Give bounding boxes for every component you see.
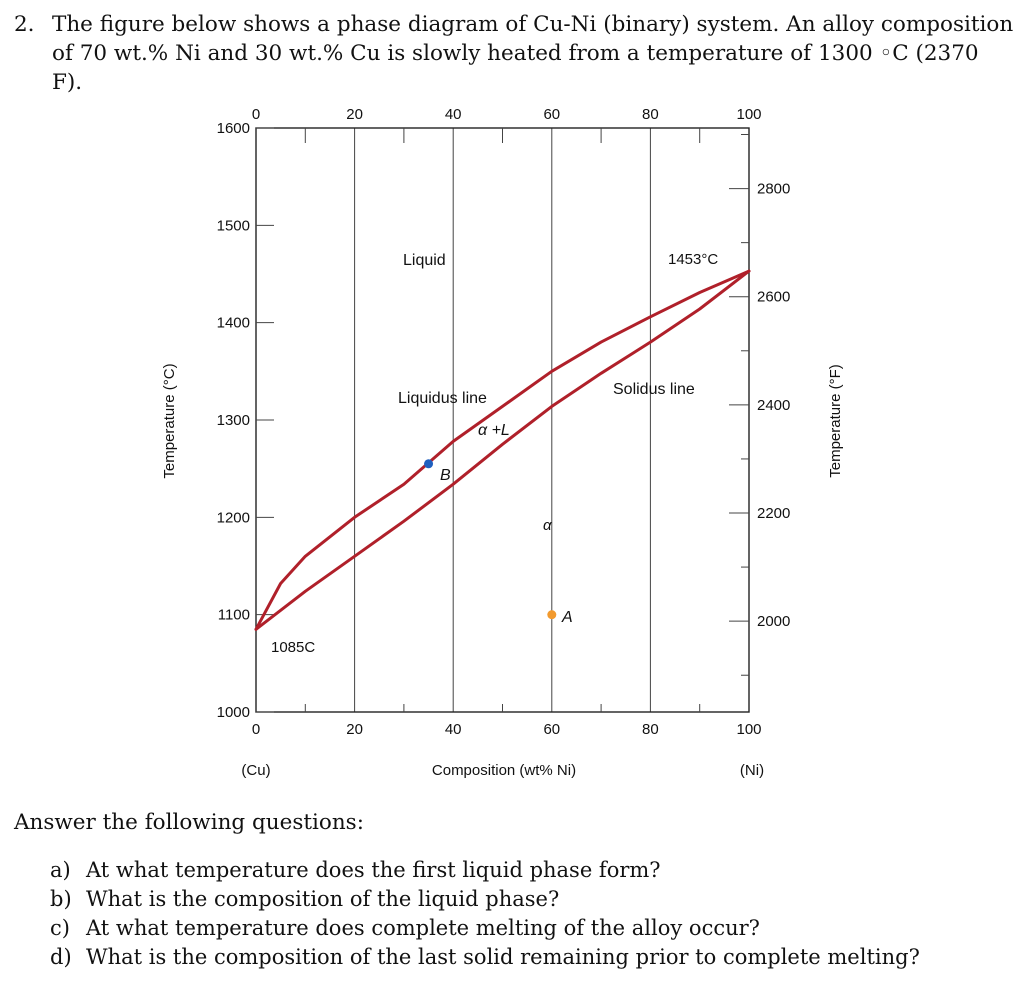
grid [355,128,651,712]
x-tick-label-bottom: 100 [736,721,762,738]
question-letter: c) [50,916,70,940]
question-text: At what temperature does complete melting of the alloy occur? [86,916,760,940]
point-b [424,459,433,468]
x-tick-label-bottom: 0 [251,721,261,738]
x-tick-label-bottom: 40 [444,721,462,738]
label-melting-cu: 1085C [271,639,316,656]
x-axis-label: Composition (wt% Ni) [431,762,577,779]
question-c [50,914,920,943]
y-tick-label: 1300 [216,412,250,429]
x-tick-label-top: 0 [251,106,261,123]
question-text: At what temperature does the first liquid phase form? [86,858,661,882]
question-b [50,885,920,914]
y-tick-label: 1200 [216,509,250,527]
question-d [50,943,920,972]
plot-frame [256,128,749,712]
label-melting-ni: 1453°C [668,251,719,268]
problem-text-line-1: The figure below shows a phase diagram of Cu-Ni (binary) system. An alloy composition [52,12,1014,37]
label-point-a: A [562,609,573,626]
series [256,271,749,629]
label-solidus: Solidus line [613,381,695,398]
label-liquidus: Liquidus line [398,390,487,407]
y2-tick-label: 2600 [757,288,791,306]
problem-number: 2. [14,12,35,37]
label-alpha: α [543,517,552,534]
question-letter: d) [50,945,72,969]
y-tick-label: 1100 [217,606,250,624]
label-liquid: Liquid [403,252,446,269]
y-tick-label: 1000 [216,704,250,721]
label-point-b: B [440,467,451,484]
x-tick-label-top: 80 [642,106,659,123]
question-a [50,856,920,885]
y-axis-label: Temperature (°C) [161,363,178,479]
questions-heading: Answer the following questions: [14,810,364,835]
y-tick-label: 1500 [216,217,250,235]
x-tick-label-top: 40 [444,106,462,123]
x-tick-label-bottom: 20 [346,721,363,738]
y2-tick-label: 2200 [757,505,791,523]
point-a [547,610,556,619]
x-tick-label-bottom: 60 [543,721,561,738]
x-tick-label-top: 20 [346,106,363,123]
question-letter: b) [50,887,72,911]
y2-axis-label: Temperature (°F) [827,364,844,478]
x-end-label-cu: (Cu) [241,762,271,779]
y2-tick-label: 2400 [757,396,791,414]
question-letter: a) [50,858,71,882]
y2-tick-label: 2000 [757,613,791,631]
problem-text-line-2: of 70 wt.% Ni and 30 wt.% Cu is slowly heated from a temperature of 1300 ◦C (2370 F). [52,41,979,95]
x-tick-label-bottom: 80 [642,721,659,738]
x-end-label-ni: (Ni) [739,762,765,779]
question-text: What is the composition of the last solid remaining prior to complete melting? [86,945,920,969]
y-tick-label: 1400 [216,314,250,332]
label-two-phase: α +L [478,422,510,439]
x-tick-label-top: 100 [736,106,762,123]
series-solidus-line [256,271,749,629]
y2-tick-label: 2800 [757,180,791,198]
question-list [50,856,920,972]
x-tick-label-top: 60 [543,106,561,123]
y-tick-label: 1600 [216,120,250,137]
question-text: What is the composition of the liquid phase? [86,887,560,911]
